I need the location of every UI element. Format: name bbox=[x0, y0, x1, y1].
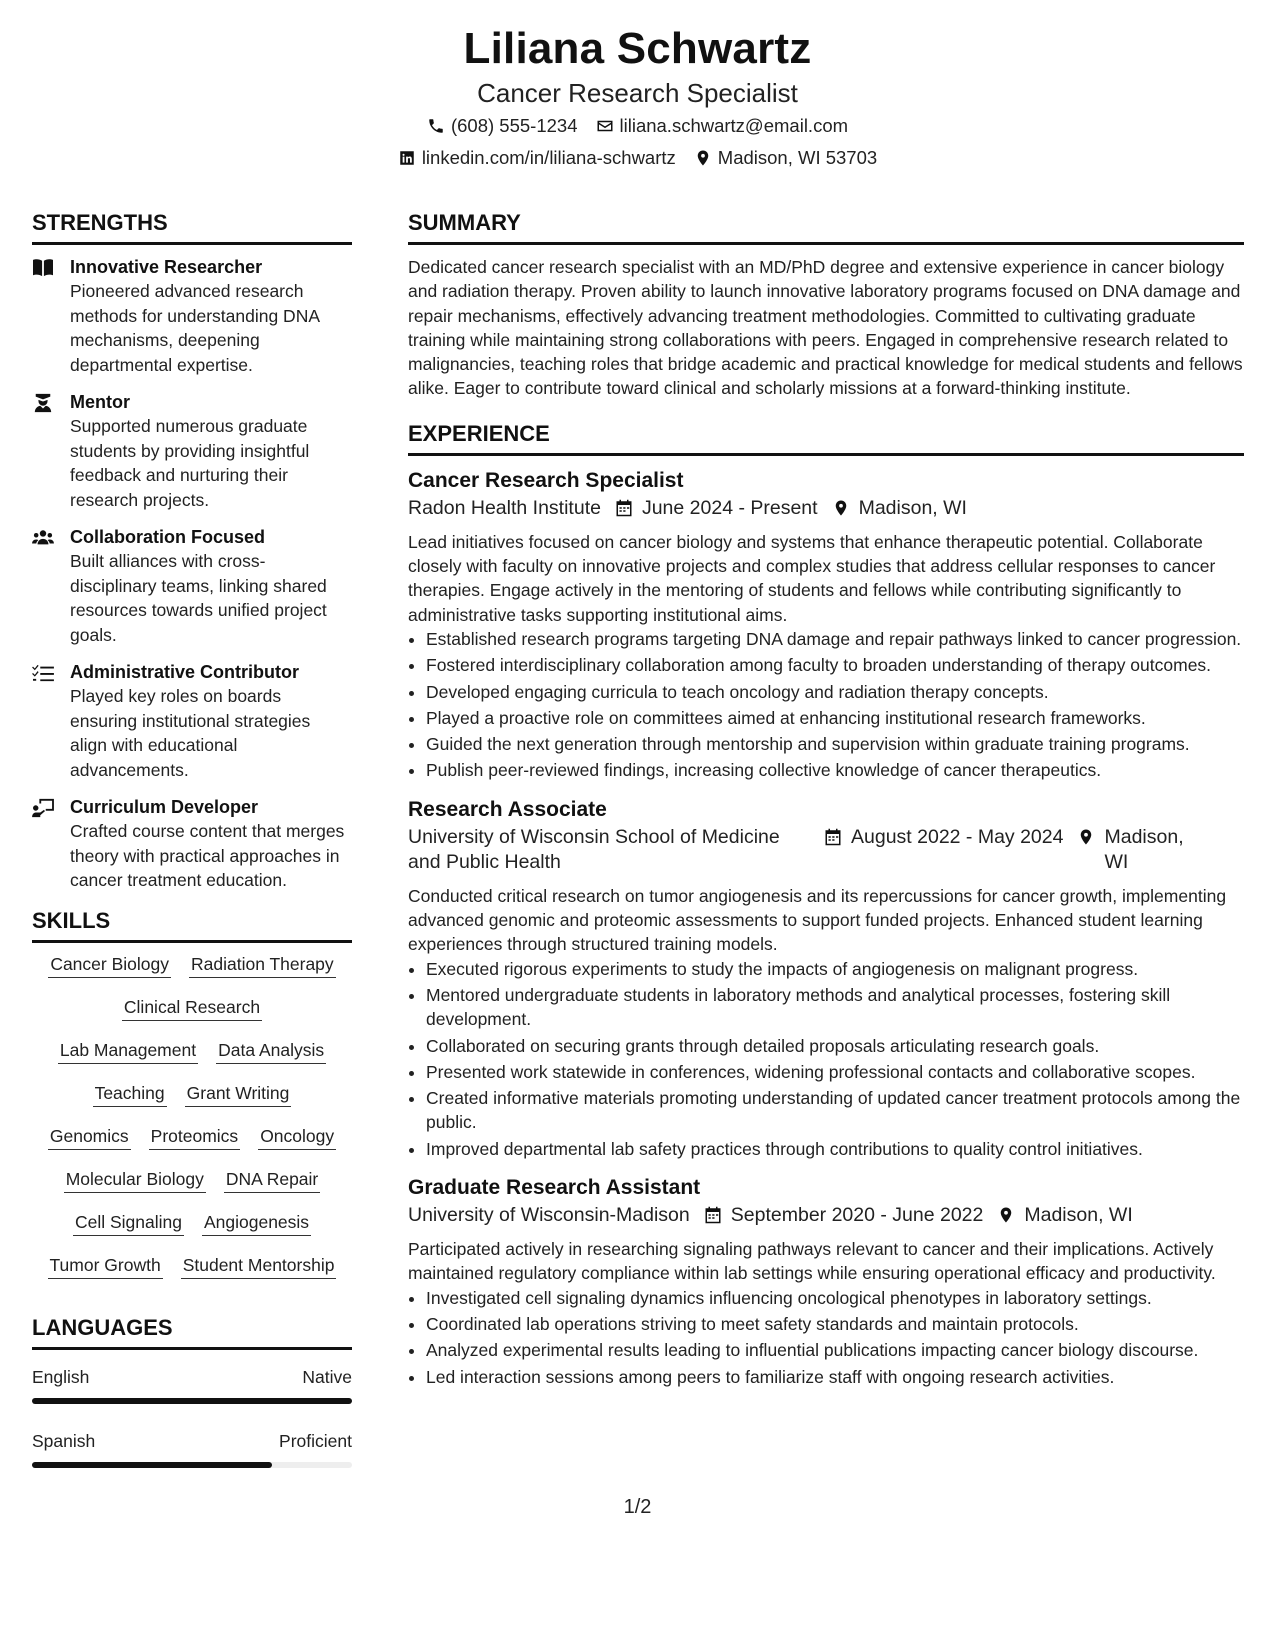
contact-row-1 bbox=[0, 110, 1275, 142]
language-level: Native bbox=[302, 1366, 352, 1387]
skill-tag: Grant Writing bbox=[185, 1082, 292, 1107]
contact-row-2 bbox=[0, 142, 1275, 174]
job-dates bbox=[704, 1203, 984, 1228]
skill-tag: Cancer Biology bbox=[48, 953, 171, 978]
language-name: English bbox=[32, 1366, 90, 1387]
strength-item bbox=[32, 795, 352, 893]
strength-title: Mentor bbox=[70, 392, 130, 412]
skills-title: SKILLS bbox=[32, 906, 352, 943]
users-icon bbox=[32, 528, 54, 548]
job-bullet: • Executed rigorous experiments to study the impacts of angiogenesis on malignant progress. bbox=[426, 957, 1244, 981]
job-entry bbox=[408, 795, 1244, 1161]
job-title: Cancer Research Specialist bbox=[408, 468, 684, 492]
strength-item bbox=[32, 525, 352, 647]
job-location-text: Madison, WI bbox=[1104, 825, 1184, 873]
skill-tag: Oncology bbox=[258, 1125, 336, 1150]
languages-title: LANGUAGES bbox=[32, 1313, 352, 1350]
skills-list bbox=[32, 953, 352, 1279]
job-meta bbox=[408, 1203, 1244, 1228]
job-bullet: • Guided the next generation through mentorship and supervision within graduate training programs. bbox=[426, 732, 1244, 756]
strengths-title: STRENGTHS bbox=[32, 208, 352, 245]
email-text: liliana.schwartz@email.com bbox=[619, 115, 849, 136]
calendar-icon bbox=[704, 1205, 722, 1225]
job-org: University of Wisconsin-Madison bbox=[408, 1204, 690, 1227]
envelope-icon bbox=[596, 117, 614, 135]
map-pin-icon bbox=[832, 498, 850, 518]
strength-desc: Supported numerous graduate students by providing insightful feedback and nurturing their research projects. bbox=[70, 416, 310, 510]
job-title: Graduate Research Assistant bbox=[408, 1176, 701, 1200]
skill-row bbox=[32, 1168, 352, 1193]
skill-tag: Angiogenesis bbox=[202, 1211, 311, 1236]
skill-row bbox=[32, 1082, 352, 1107]
page-number: 1/2 bbox=[623, 1496, 652, 1518]
skill-tag: Proteomics bbox=[149, 1125, 241, 1150]
strength-desc: Crafted course content that merges theory with practical approaches in cancer treatment education. bbox=[70, 821, 345, 890]
job-dates-text: June 2024 - Present bbox=[641, 496, 818, 519]
contact-location bbox=[694, 142, 877, 174]
language-bar bbox=[32, 1462, 352, 1468]
skill-tag: Lab Management bbox=[58, 1039, 198, 1064]
chalkboard-teacher-icon bbox=[32, 798, 54, 818]
language-bar-fill bbox=[32, 1398, 352, 1404]
map-pin-icon bbox=[1077, 827, 1095, 847]
job-meta bbox=[408, 825, 1244, 875]
job-bullet: • Analyzed experimental results leading to influential publications impacting cancer biology discourse. bbox=[426, 1338, 1244, 1362]
skill-tag: Molecular Biology bbox=[64, 1168, 206, 1193]
skill-row bbox=[32, 1254, 352, 1279]
job-dates bbox=[615, 496, 818, 521]
strength-title: Curriculum Developer bbox=[70, 797, 259, 817]
job-description: Participated actively in researching signaling pathways relevant to cancer and their implications. Actively maintained regulatory compliance within lab settings while ensuring operational efficacy and productivity. bbox=[408, 1239, 1216, 1284]
linkedin-icon bbox=[398, 149, 416, 167]
skill-tag: Data Analysis bbox=[216, 1039, 326, 1064]
skill-tag: Genomics bbox=[48, 1125, 131, 1150]
skill-tag: Clinical Research bbox=[122, 996, 262, 1021]
job-bullet: • Mentored undergraduate students in laboratory methods and analytical processes, fostering skill development. bbox=[426, 983, 1244, 1032]
strength-item bbox=[32, 660, 352, 782]
job-meta bbox=[408, 496, 1244, 521]
language-bar bbox=[32, 1398, 352, 1404]
language-bar-fill bbox=[32, 1462, 272, 1468]
summary-title: SUMMARY bbox=[408, 208, 1244, 245]
skill-tag: Radiation Therapy bbox=[189, 953, 336, 978]
map-pin-icon bbox=[694, 149, 712, 167]
skill-row bbox=[32, 996, 352, 1021]
strength-desc: Built alliances with cross-disciplinary teams, linking shared resources towards unified project goals. bbox=[70, 551, 327, 645]
skill-tag: Cell Signaling bbox=[73, 1211, 184, 1236]
resume-header bbox=[0, 22, 1275, 174]
contact-email[interactable] bbox=[596, 110, 849, 142]
skill-tag: Tumor Growth bbox=[48, 1254, 163, 1279]
job-entry bbox=[408, 466, 1244, 783]
job-dates bbox=[824, 825, 1063, 875]
job-location-text: Madison, WI bbox=[1024, 1204, 1133, 1227]
graduate-icon bbox=[32, 393, 54, 413]
job-bullet: • Publish peer-reviewed findings, increasing collective knowledge of cancer therapeutics. bbox=[426, 758, 1244, 782]
calendar-icon bbox=[824, 827, 842, 847]
strength-title: Innovative Researcher bbox=[70, 257, 263, 277]
language-item bbox=[32, 1428, 352, 1468]
strength-desc: Pioneered advanced research methods for understanding DNA mechanisms, deepening departmental expertise. bbox=[70, 281, 320, 375]
location-text: Madison, WI 53703 bbox=[717, 147, 878, 168]
strength-desc: Played key roles on boards ensuring institutional strategies align with educational advancements. bbox=[70, 686, 311, 780]
strength-item bbox=[32, 390, 352, 512]
strength-title: Administrative Contributor bbox=[70, 662, 300, 682]
right-column bbox=[408, 208, 1244, 1401]
job-bullet: • Created informative materials promoting understanding of updated cancer treatment protocols among the public. bbox=[426, 1086, 1244, 1135]
job-bullets bbox=[408, 957, 1244, 1161]
job-bullet: • Established research programs targeting DNA damage and repair pathways linked to cancer progression. bbox=[426, 627, 1244, 651]
language-item bbox=[32, 1364, 352, 1404]
skill-row bbox=[32, 953, 352, 978]
skill-tag: Teaching bbox=[93, 1082, 167, 1107]
job-bullets bbox=[408, 1286, 1244, 1389]
left-column bbox=[32, 208, 352, 1488]
job-org: University of Wisconsin School of Medicine and Public Health bbox=[408, 825, 780, 873]
language-level: Proficient bbox=[279, 1430, 352, 1451]
job-dates-text: September 2020 - June 2022 bbox=[730, 1204, 984, 1227]
skill-row bbox=[32, 1211, 352, 1236]
job-title: Research Associate bbox=[408, 797, 607, 821]
job-bullet: • Presented work statewide in conferences, widening professional contacts and collaborative scopes. bbox=[426, 1060, 1244, 1084]
job-bullet: • Fostered interdisciplinary collaboration among faculty to broaden understanding of therapy outcomes. bbox=[426, 653, 1244, 677]
summary-text: Dedicated cancer research specialist with an MD/PhD degree and extensive experience in cancer biology and radiation therapy. Proven ability to launch innovative laboratory programs focused on DNA damage and repair mechanisms, effectively advancing treatment methodologies. Committed to cultivating graduate training while maintaining strong collaborations with peers. Engaged in comprehensive research related to malignancies, teaching roles that bridge academic and practical knowledge for medical students and fellows alike. Eager to contribute toward clinical and scholarly missions at a forward-thinking institute. bbox=[408, 257, 1243, 399]
linkedin-text: linkedin.com/in/liliana-schwartz bbox=[421, 147, 676, 168]
job-bullet: • Coordinated lab operations striving to meet safety standards and maintain protocols. bbox=[426, 1312, 1244, 1336]
phone-text: (608) 555-1234 bbox=[450, 115, 578, 136]
job-description: Lead initiatives focused on cancer biology and systems that enhance therapeutic potential. Collaborate closely with faculty on innovative projects and complex studies that address cellular responses to cancer therapies. Engage actively in the mentoring of students and fellows while contributing significantly to administrative tasks supporting institutional aims. bbox=[408, 531, 1216, 625]
experience-title: EXPERIENCE bbox=[408, 419, 1244, 456]
job-bullet: • Developed engaging curricula to teach oncology and radiation therapy concepts. bbox=[426, 680, 1244, 704]
job-location bbox=[832, 496, 967, 521]
job-bullet: • Collaborated on securing grants through detailed proposals articulating research goals. bbox=[426, 1034, 1244, 1058]
candidate-name: Liliana Schwartz bbox=[463, 24, 812, 73]
list-check-icon bbox=[32, 663, 54, 683]
contact-phone bbox=[427, 110, 578, 142]
skill-row bbox=[32, 1125, 352, 1150]
job-location-text: Madison, WI bbox=[858, 496, 967, 519]
phone-icon bbox=[427, 117, 445, 135]
language-name: Spanish bbox=[32, 1430, 96, 1451]
map-pin-icon bbox=[997, 1205, 1015, 1225]
strength-item bbox=[32, 255, 352, 377]
job-location bbox=[997, 1203, 1132, 1228]
job-dates-text: August 2022 - May 2024 bbox=[851, 825, 1064, 848]
job-bullet: • Improved departmental lab safety practices through contributions to quality control initiatives. bbox=[426, 1137, 1244, 1161]
skill-row bbox=[32, 1039, 352, 1064]
candidate-title: Cancer Research Specialist bbox=[477, 78, 798, 108]
job-location bbox=[1077, 825, 1197, 875]
job-entry bbox=[408, 1173, 1244, 1389]
job-description: Conducted critical research on tumor angiogenesis and its repercussions for cancer growth, implementing advanced genomic and proteomic assessments to support funded projects. Enhanced student learning experiences through structured training models. bbox=[408, 885, 1227, 955]
strength-title: Collaboration Focused bbox=[70, 527, 266, 547]
skill-tag: Student Mentorship bbox=[181, 1254, 337, 1279]
job-bullet: • Played a proactive role on committees aimed at enhancing institutional research frameworks. bbox=[426, 706, 1244, 730]
calendar-icon bbox=[615, 498, 633, 518]
skill-tag: DNA Repair bbox=[224, 1168, 320, 1193]
job-bullet: • Investigated cell signaling dynamics influencing oncological phenotypes in laboratory settings. bbox=[426, 1286, 1244, 1310]
job-bullets bbox=[408, 627, 1244, 783]
job-bullet: • Led interaction sessions among peers to familiarize staff with ongoing research activities. bbox=[426, 1365, 1244, 1389]
book-open-icon bbox=[32, 258, 54, 278]
job-org: Radon Health Institute bbox=[408, 496, 601, 519]
contact-linkedin[interactable] bbox=[398, 142, 676, 174]
